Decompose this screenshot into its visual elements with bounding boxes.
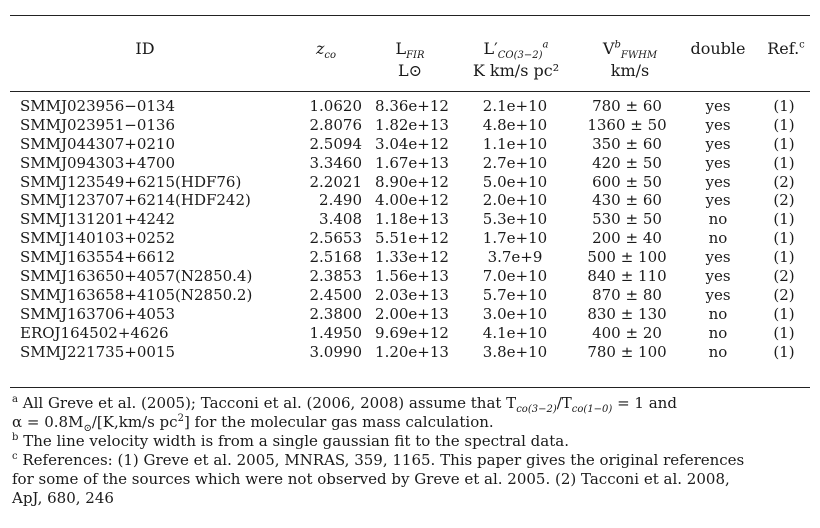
note-a-mark: a [12, 394, 18, 405]
cell-vfwhm: 530 ± 50 [592, 210, 662, 229]
cell-z: 3.3460 [309, 153, 362, 172]
cell-z: 1.0620 [309, 97, 362, 115]
cell-z: 3.408 [319, 210, 362, 229]
cell-z: 2.5168 [309, 248, 362, 267]
cell-lco: 2.1e+10 [482, 97, 548, 115]
cell-lco: 3.0e+10 [482, 304, 548, 323]
cell-double: no [708, 229, 728, 248]
cell-ref: (1) [773, 248, 795, 267]
header-lfir-sub: FIR [406, 50, 425, 62]
cell-id: SMMJ094303+4700 [20, 153, 176, 172]
note-c-cont1 [12, 470, 812, 489]
note-a-line2-sup: 2 [177, 413, 184, 424]
table-row [0, 343, 820, 362]
header-lco-label: L′ [483, 39, 498, 58]
cell-lfir: 5.51e+12 [375, 229, 449, 248]
cell-lco: 5.3e+10 [482, 210, 548, 229]
header-lco-sub: CO(3−2) [497, 50, 543, 62]
cell-lfir: 1.33e+12 [375, 248, 449, 267]
note-a-t2-sub: co(1−0) [571, 404, 613, 415]
note-c-text1: References: (1) Greve et al. 2005, MNRAS, 359, 1165. This paper gives the original references [22, 451, 745, 469]
cell-id: SMMJ023951−0136 [20, 115, 176, 134]
note-a-line2-unit: /[K,km/s pc [91, 413, 178, 431]
note-c-cont2 [12, 489, 812, 508]
table-row [0, 97, 820, 116]
cell-ref: (1) [773, 153, 795, 172]
cell-lco: 4.1e+10 [482, 323, 548, 342]
header-ref-label: Ref. [767, 39, 800, 58]
cell-double: yes [705, 97, 731, 115]
cell-z: 2.5653 [309, 229, 362, 248]
table-row [0, 248, 820, 267]
cell-vfwhm: 780 ± 100 [587, 342, 667, 361]
cell-lco: 7.0e+10 [482, 267, 548, 286]
cell-double: no [708, 342, 728, 361]
cell-vfwhm: 350 ± 60 [592, 134, 662, 153]
cell-double: yes [705, 285, 731, 304]
cell-id: SMMJ140103+0252 [20, 229, 176, 248]
cell-id: SMMJ221735+0015 [20, 342, 176, 361]
note-a-line2-post: ] for the molecular gas mass calculation. [183, 413, 494, 431]
cell-id: SMMJ023956−0134 [20, 97, 176, 115]
header-lfir-unit: L⊙ [397, 61, 423, 80]
table-row [0, 229, 820, 248]
header-z [296, 38, 356, 60]
note-a [12, 394, 812, 413]
table-notes [12, 394, 812, 508]
cell-lfir: 3.04e+12 [375, 134, 449, 153]
cell-lfir: 1.18e+13 [375, 210, 449, 229]
header-lco-unit: K km/s pc² [472, 61, 560, 80]
table-row [0, 210, 820, 229]
cell-ref: (1) [773, 342, 795, 361]
note-b [12, 432, 812, 451]
cell-ref: (2) [773, 285, 795, 304]
header-id-label: ID [135, 39, 155, 58]
cell-double: no [708, 210, 728, 229]
cell-vfwhm: 430 ± 60 [592, 191, 662, 210]
cell-double: no [708, 304, 728, 323]
cell-double: yes [705, 191, 731, 210]
cell-lfir: 1.82e+13 [375, 115, 449, 134]
cell-lco: 1.7e+10 [482, 229, 548, 248]
note-c [12, 451, 812, 470]
cell-id: SMMJ163658+4105(N2850.2) [20, 285, 253, 304]
cell-z: 2.5094 [309, 134, 362, 153]
note-b-mark: b [12, 432, 19, 443]
cell-ref: (2) [773, 172, 795, 191]
cell-vfwhm: 600 ± 50 [592, 172, 662, 191]
note-c-text2: for some of the sources which were not observed by Greve et al. 2005. (2) Tacconi et al. 2008, [12, 470, 730, 488]
table-row [0, 116, 820, 135]
cell-id: SMMJ163650+4057(N2850.4) [20, 267, 253, 286]
note-a-line2-pre: α = 0.8M [12, 413, 84, 431]
cell-vfwhm: 840 ± 110 [587, 267, 667, 286]
cell-double: no [708, 323, 728, 342]
table-row [0, 305, 820, 324]
header-lfir [370, 38, 450, 82]
cell-double: yes [705, 267, 731, 286]
cell-vfwhm: 400 ± 20 [592, 323, 662, 342]
note-a-t1-sub: co(3−2) [516, 404, 557, 415]
cell-id: SMMJ163706+4053 [20, 304, 176, 323]
cell-lco: 2.7e+10 [482, 153, 548, 172]
note-a-eq: = 1 and [612, 394, 677, 412]
header-ref-sup: c [799, 39, 805, 51]
cell-id: SMMJ123549+6215(HDF76) [20, 172, 242, 191]
header-rule [10, 91, 810, 92]
cell-lfir: 8.90e+12 [375, 172, 449, 191]
bottom-rule [10, 387, 810, 388]
table-row [0, 173, 820, 192]
cell-ref: (2) [773, 267, 795, 286]
note-c-mark: c [12, 451, 18, 462]
table-row [0, 267, 820, 286]
cell-z: 2.490 [319, 191, 362, 210]
cell-ref: (2) [773, 191, 795, 210]
header-z-sub: co [324, 50, 337, 62]
table-row [0, 324, 820, 343]
note-c-text3: ApJ, 680, 246 [12, 489, 114, 507]
cell-double: yes [705, 248, 731, 267]
cell-lco: 4.8e+10 [482, 115, 548, 134]
cell-vfwhm: 830 ± 130 [587, 304, 667, 323]
table-row [0, 154, 820, 173]
header-id [120, 38, 170, 60]
cell-lfir: 2.00e+13 [375, 304, 449, 323]
cell-vfwhm: 500 ± 100 [587, 248, 667, 267]
cell-z: 2.3853 [309, 267, 362, 286]
header-lco [458, 38, 574, 82]
table-body [0, 97, 820, 361]
cell-z: 2.2021 [309, 172, 362, 191]
header-v-unit: km/s [610, 61, 650, 80]
cell-lco: 3.8e+10 [482, 342, 548, 361]
cell-ref: (1) [773, 229, 795, 248]
cell-lfir: 8.36e+12 [375, 97, 449, 115]
cell-double: yes [705, 153, 731, 172]
cell-id: SMMJ123707+6214(HDF242) [20, 191, 251, 210]
cell-lfir: 2.03e+13 [375, 285, 449, 304]
cell-z: 2.4500 [309, 285, 362, 304]
cell-lfir: 1.20e+13 [375, 342, 449, 361]
cell-id: SMMJ163554+6612 [20, 248, 176, 267]
cell-double: yes [705, 115, 731, 134]
note-a-line1: All Greve et al. (2005); Tacconi et al. (2006, 2008) assume that T [22, 394, 517, 412]
note-b-text: The line velocity width is from a single gaussian fit to the spectral data. [23, 432, 569, 450]
cell-lfir: 4.00e+12 [375, 191, 449, 210]
header-v-sup: b [614, 39, 621, 51]
cell-z: 2.8076 [309, 115, 362, 134]
header-double-label: double [690, 39, 746, 58]
cell-vfwhm: 420 ± 50 [592, 153, 662, 172]
table-row [0, 135, 820, 154]
cell-id: SMMJ044307+0210 [20, 134, 176, 153]
cell-lfir: 9.69e+12 [375, 323, 449, 342]
cell-lco: 2.0e+10 [482, 191, 548, 210]
cell-vfwhm: 200 ± 40 [592, 229, 662, 248]
cell-lco: 3.7e+9 [487, 248, 543, 267]
cell-lfir: 1.67e+13 [375, 153, 449, 172]
header-lco-sup: a [542, 39, 549, 51]
cell-vfwhm: 780 ± 60 [592, 97, 662, 115]
table-row [0, 286, 820, 305]
cell-ref: (1) [773, 210, 795, 229]
cell-ref: (1) [773, 97, 795, 115]
note-a-line2-mid: ⊙ [83, 423, 92, 434]
cell-lco: 1.1e+10 [482, 134, 548, 153]
cell-vfwhm: 870 ± 80 [592, 285, 662, 304]
cell-lco: 5.0e+10 [482, 172, 548, 191]
cell-vfwhm: 1360 ± 50 [587, 115, 667, 134]
cell-z: 3.0990 [309, 342, 362, 361]
cell-double: yes [705, 172, 731, 191]
cell-ref: (1) [773, 304, 795, 323]
cell-z: 1.4950 [309, 323, 362, 342]
note-a-slash: /T [556, 394, 572, 412]
cell-id: SMMJ131201+4242 [20, 210, 176, 229]
header-v-sub: FWHM [620, 50, 658, 62]
cell-lfir: 1.56e+13 [375, 267, 449, 286]
header-double [688, 38, 748, 60]
cell-id: EROJ164502+4626 [20, 323, 169, 342]
cell-ref: (1) [773, 323, 795, 342]
cell-ref: (1) [773, 115, 795, 134]
header-v-label: V [602, 39, 615, 58]
header-v [578, 38, 682, 82]
note-a-cont [12, 413, 812, 432]
header-lfir-label: L [395, 39, 407, 58]
cell-z: 2.3800 [309, 304, 362, 323]
cell-ref: (1) [773, 134, 795, 153]
cell-double: yes [705, 134, 731, 153]
header-z-label: z [315, 39, 325, 58]
cell-lco: 5.7e+10 [482, 285, 548, 304]
header-ref [760, 38, 812, 60]
table-row [0, 191, 820, 210]
top-rule [10, 15, 810, 16]
